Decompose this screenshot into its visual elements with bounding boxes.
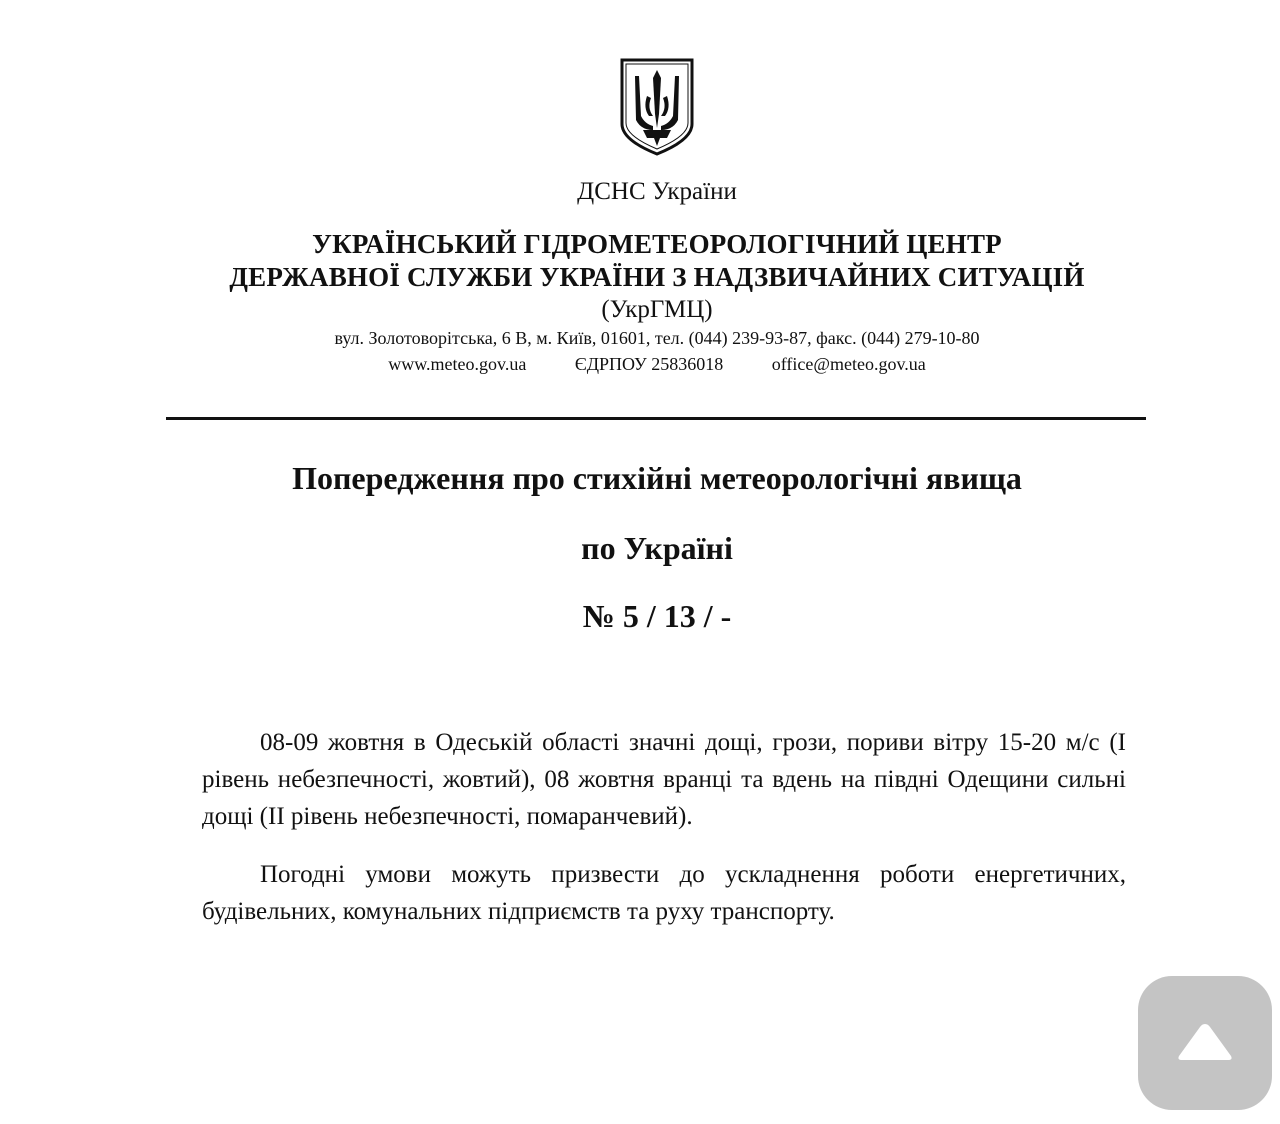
coat-of-arms-icon	[617, 56, 697, 158]
warning-paragraph-2: Погодні умови можуть призвести до ускладнення роботи енергетичних, будівельних, комунальних підприємств та руху транспорту.	[202, 861, 1126, 925]
contacts-line	[0, 352, 1280, 376]
organization-name	[0, 228, 1280, 294]
organization-name-line2: ДЕРЖАВНОЇ СЛУЖБИ УКРАЇНИ З НАДЗВИЧАЙНИХ СИТУАЦІЙ	[229, 262, 1085, 292]
triangle-up-icon	[1175, 1018, 1235, 1064]
document-number: № 5 / 13 / -	[582, 598, 732, 634]
address-line: вул. Золотоворітська, 6 В, м. Київ, 01601, тел. (044) 239-93-87, факс. (044) 279-10-80	[334, 328, 980, 348]
organization-abbreviation: (УкрГМЦ)	[601, 296, 713, 323]
document-title: Попередження про стихійні метеорологічні явища	[292, 460, 1022, 496]
warning-paragraph-1: 08-09 жовтня в Одеській області значні дощі, грози, пориви вітру 15-20 м/с (І рівень небезпечності, жовтий), 08 жовтня вранці та вдень на півдні Одещини сильні дощі (ІІ рівень небезпечності, помаранчевий).	[202, 729, 1126, 830]
email-text: office@meteo.gov.ua	[771, 354, 926, 374]
agency-name: ДСНС України	[577, 178, 737, 205]
organization-name-line1: УКРАЇНСЬКИЙ ГІДРОМЕТЕОРОЛОГІЧНИЙ ЦЕНТР	[312, 229, 1002, 259]
header-divider	[166, 417, 1146, 420]
website-text: www.meteo.gov.ua	[388, 354, 527, 374]
edrpou-text: ЄДРПОУ 25836018	[574, 354, 724, 374]
scroll-to-top-button[interactable]	[1138, 976, 1272, 1110]
document-subtitle: по Україні	[581, 530, 733, 566]
